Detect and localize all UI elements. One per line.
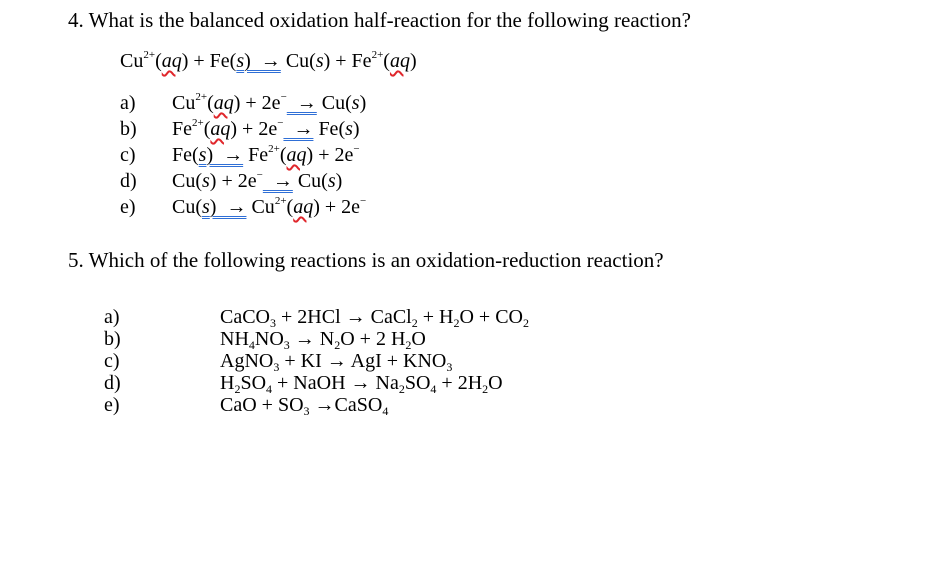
q4-option-c[interactable]: $Fe(s) \to Fe^{2+}(aq) + 2e^-$ (172, 143, 360, 166)
q4-option-a-label: a) (120, 92, 136, 114)
q5-option-e-label: e) (104, 394, 120, 416)
q5-option-b-label: b) (104, 328, 121, 350)
q4-option-b-label: b) (120, 118, 137, 140)
question-5-title: 5. Which of the following reactions is an oxidation-reduction reaction? (68, 248, 664, 272)
q4-option-c-label: c) (120, 144, 136, 166)
q4-option-b[interactable]: $Fe^{2+}(aq) + 2e^- \to Fe(s)$ (172, 117, 360, 140)
q5-option-d[interactable]: $H_2SO_4$ + NaOH → $Na_2SO_4 + 2H_2O$ (220, 372, 503, 396)
q5-option-b[interactable]: $NH_4NO_3 \to N_2O + 2$ $H_2O$ (220, 328, 426, 352)
q4-option-d[interactable]: Cu(s) + 2e− → Cu(s) (172, 169, 343, 192)
question-4-title: 4. What is the balanced oxidation half-reaction for the following reaction? (68, 8, 691, 32)
q4-reaction: $Cu^{2+}(aq) + Fe(s) \to Cu(s) + Fe^{2+}(aq)$ (120, 49, 417, 72)
q4-option-e[interactable]: $Cu(s) \to Cu^{2+}(aq) + 2e^-$ (172, 195, 367, 218)
q5-option-c[interactable]: AgNO$_3$ + KI → AgI + $KNO_3$ (220, 350, 453, 374)
q5-option-c-label: c) (104, 350, 120, 372)
q4-option-a[interactable]: $Cu^{2+}(aq) + 2e^- \to Cu(s)$ (172, 91, 367, 114)
q4-option-d-label: d) (120, 170, 137, 192)
q5-option-a-label: a) (104, 306, 120, 328)
q5-option-d-label: d) (104, 372, 121, 394)
q5-option-e[interactable]: CaO + $SO_3$ →CaSO$_4$ (220, 394, 389, 418)
q4-option-e-label: e) (120, 196, 136, 218)
q5-option-a[interactable]: CaCO$_3$ + 2HCl → CaCl$_2$ + $H_2O + CO_2$ (220, 306, 529, 330)
